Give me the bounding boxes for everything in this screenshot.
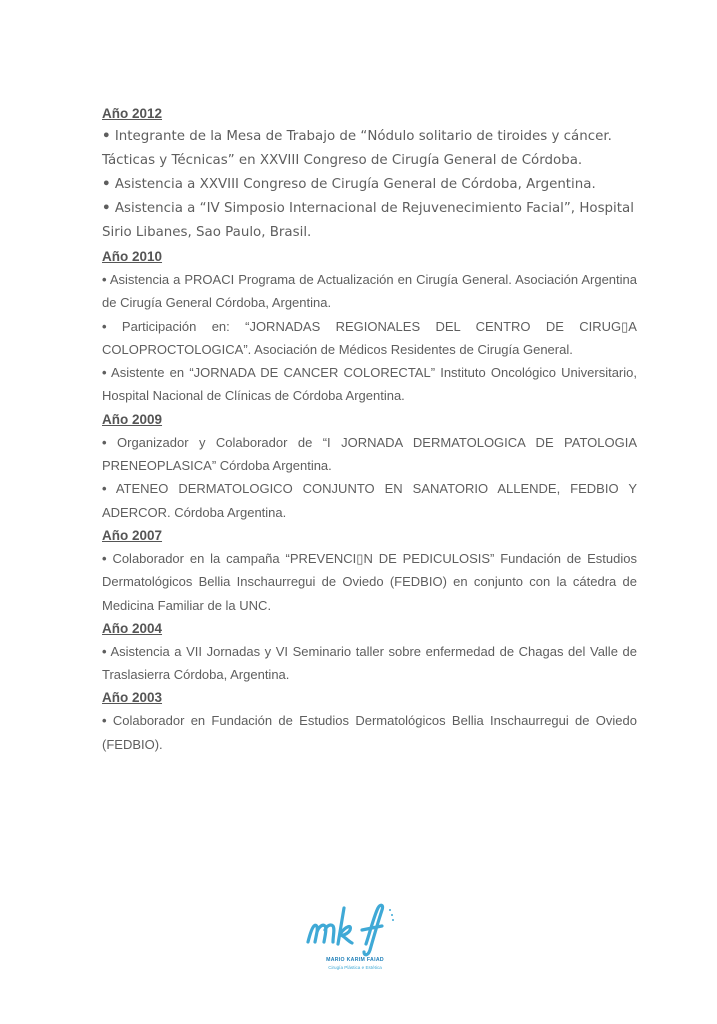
bullet: • [102,272,107,287]
year-heading: Año 2009 [102,411,163,427]
list-item [102,547,637,617]
year-heading: Año 2007 [102,527,163,543]
item-text: Asistente en “JORNADA DE CANCER COLORECTAL” Instituto Oncológico Universitario, Hospital Nacional de Clínicas de Córdoba Argentina. [102,365,637,404]
item-text: Participación en: “JORNADAS REGIONALES DEL CENTRO DE CIRUG▯A COLOPROCTOLOGICA”. Asociación de Médicos Residentes de Cirugía General. [102,318,637,357]
year-section [102,524,637,617]
document-body [102,102,637,756]
list-item [102,315,637,362]
item-text: ATENEO DERMATOLOGICO CONJUNTO EN SANATORIO ALLENDE, FEDBIO Y ADERCOR. Córdoba Argentina. [102,481,637,520]
item-text: Asistencia a “IV Simposio Internacional de Rejuvenecimiento Facial”, Hospital Sirio Libanes, Sao Paulo, Brasil. [102,201,634,240]
bullet: • [102,434,107,450]
mkf-logo-mark-icon [300,898,410,958]
logo-name: MARIO KARIM FAIAD [326,957,384,963]
logo-subtitle: Cirugía Plástica e Estética [328,965,382,970]
year-section [102,408,637,524]
bullet: • [102,643,107,659]
list-item [102,361,637,408]
bullet: • [102,318,107,334]
list-item [102,431,637,478]
item-text: Asistencia a XXVIII Congreso de Cirugía General de Córdoba, Argentina. [114,177,596,192]
bullet: • [102,129,111,144]
list-item [102,640,637,687]
year-heading: Año 2004 [102,620,163,636]
item-text: Organizador y Colaborador de “I JORNADA DERMATOLOGICA DE PATOLOGIA PRENEOPLASICA” Córdoba Argentina. [102,434,637,474]
year-section [102,102,637,245]
bullet: • [102,201,111,216]
year-section [102,686,637,756]
list-item [102,477,637,524]
bullet: • [102,481,107,497]
item-text: Integrante de la Mesa de Trabajo de “Nódulo solitario de tiroides y cáncer. Tácticas y Técnicas” en XXVIII Congreso de Cirugía General de Córdoba. [102,129,612,168]
item-text: Colaborador en la campaña “PREVENCI▯N DE PEDICULOSIS” Fundación de Estudios Dermatológicos Bellia Inschaurregui de Oviedo (FEDBIO) en conjunto con la cátedra de Medicina Familiar de la UNC. [102,550,637,613]
bullet: • [102,713,107,729]
bullet: • [102,365,107,381]
list-item [102,268,637,315]
year-heading: Año 2003 [102,690,163,706]
list-item [102,173,637,197]
bullet: • [102,177,111,192]
mkf-logo [300,898,410,974]
item-text: Asistencia a PROACI Programa de Actualización en Cirugía General. Asociación Argentina de Cirugía General Córdoba, Argentina. [102,272,637,311]
item-text: Colaborador en Fundación de Estudios Dermatológicos Bellia Inschaurregui de Oviedo (FEDBIO). [102,713,637,752]
year-heading: Año 2012 [102,106,163,121]
list-item [102,709,637,756]
year-section [102,245,637,408]
list-item [102,197,637,245]
list-item [102,125,637,173]
bullet: • [102,550,107,566]
year-section [102,617,637,687]
item-text: Asistencia a VII Jornadas y VI Seminario taller sobre enfermedad de Chagas del Valle de Traslasierra Córdoba, Argentina. [102,643,637,683]
year-heading: Año 2010 [102,249,163,264]
